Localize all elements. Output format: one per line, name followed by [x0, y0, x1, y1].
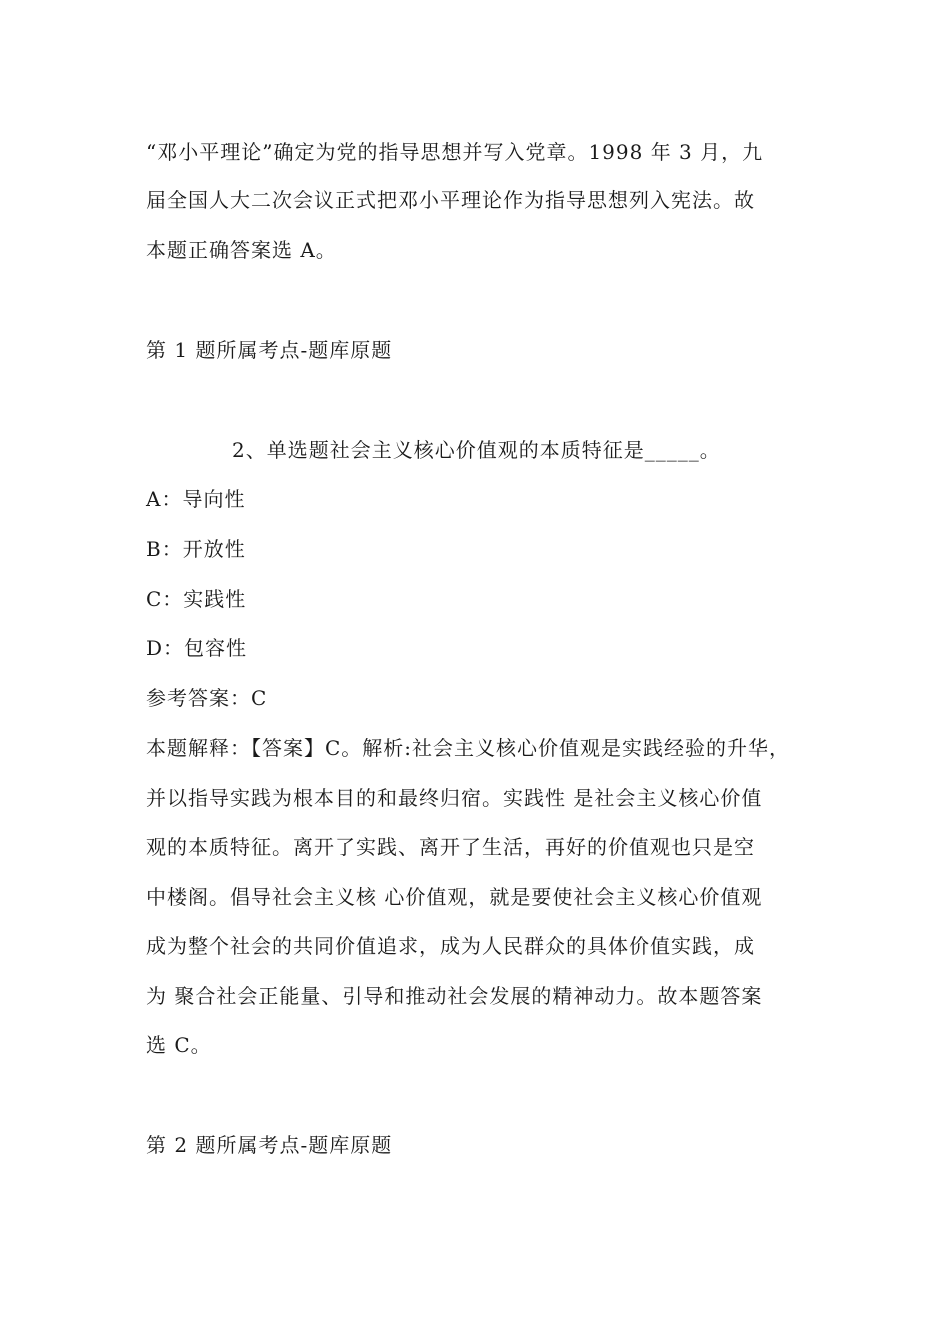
question-stem: 2、单选题社会主义核心价值观的本质特征是_____。	[232, 438, 721, 462]
option-d: D：包容性	[146, 636, 248, 660]
explanation-line: 选 C。	[146, 1033, 212, 1057]
option-a: A：导向性	[146, 487, 246, 511]
option-c: C：实践性	[146, 587, 247, 611]
reference-answer: 参考答案：C	[146, 686, 268, 710]
explanation-line: 本题解释：【答案】C。解析:社会主义核心价值观是实践经验的升华，	[146, 736, 791, 760]
explanation-line: 并以指导实践为根本目的和最终归宿。实践性 是社会主义核心价值	[146, 786, 763, 810]
explanation-line: 观的本质特征。离开了实践、离开了生活，再好的价值观也只是空	[146, 835, 755, 859]
question-source-note: 第 1 题所属考点-题库原题	[146, 338, 393, 362]
prev-explanation-line: 本题正确答案选 A。	[146, 238, 337, 262]
question-source-note: 第 2 题所属考点-题库原题	[146, 1133, 393, 1157]
explanation-line: 为 聚合社会正能量、引导和推动社会发展的精神动力。故本题答案	[146, 984, 763, 1008]
explanation-line: 中楼阁。倡导社会主义核 心价值观，就是要使社会主义核心价值观	[146, 885, 763, 909]
prev-explanation-line: “邓小平理论”确定为党的指导思想并写入党章。1998 年 3 月，九	[146, 140, 764, 164]
prev-explanation-line: 届全国人大二次会议正式把邓小平理论作为指导思想列入宪法。故	[146, 188, 755, 212]
explanation-line: 成为整个社会的共同价值追求，成为人民群众的具体价值实践，成	[146, 934, 755, 958]
option-b: B：开放性	[146, 537, 246, 561]
